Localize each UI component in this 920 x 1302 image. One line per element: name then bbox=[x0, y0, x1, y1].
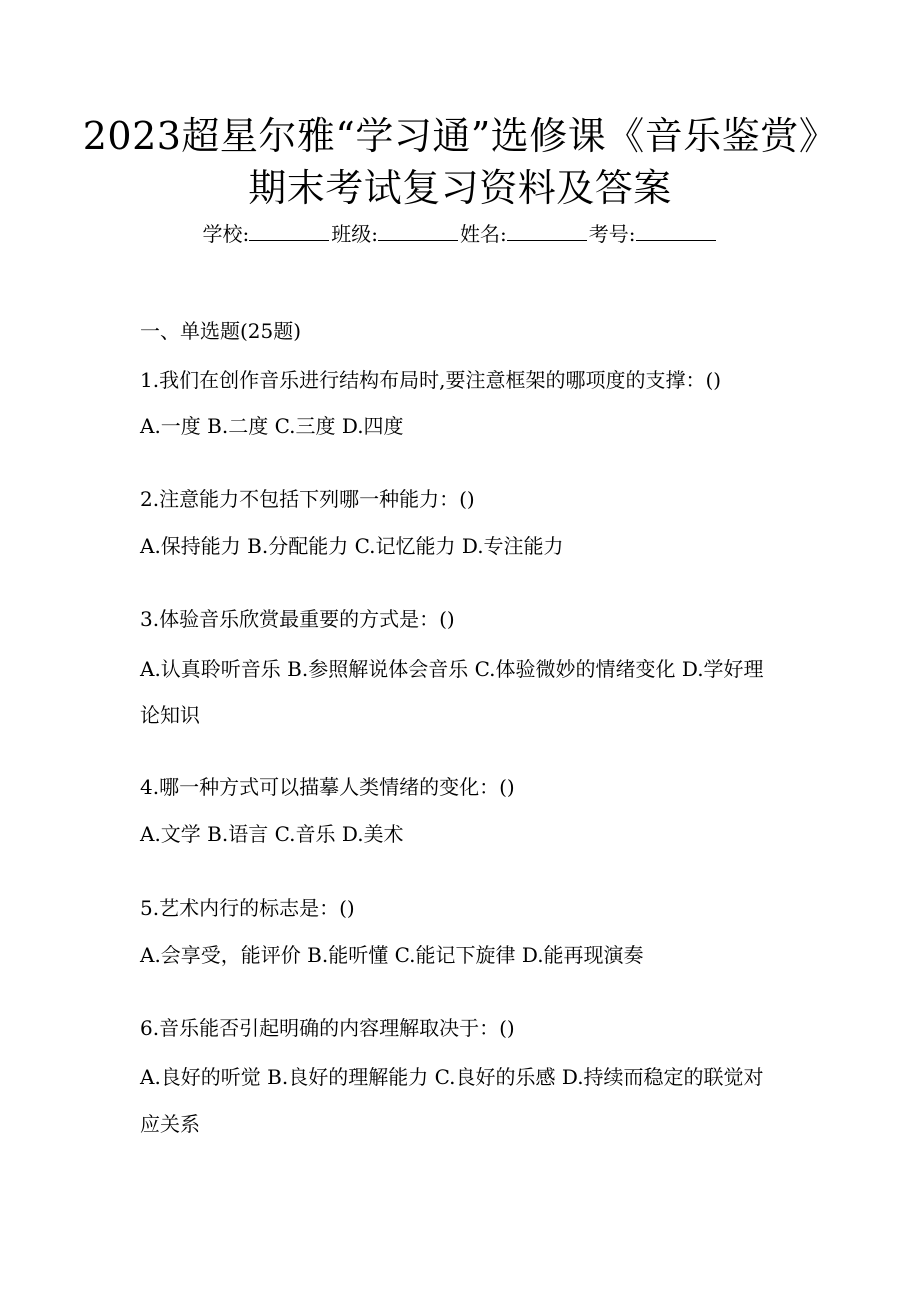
class-label: 班级: bbox=[331, 222, 378, 246]
question-3-stem: 3.体验音乐欣赏最重要的方式是：() bbox=[140, 607, 455, 631]
name-blank[interactable] bbox=[507, 220, 587, 241]
exam-number-label: 考号: bbox=[588, 222, 636, 246]
question-1-stem: 1.我们在创作音乐进行结构布局时,要注意框架的哪项度的支撑：() bbox=[140, 368, 722, 392]
question-3-options-cont: 论知识 bbox=[140, 703, 200, 727]
document-title-line-2: 期末考试复习资料及答案 bbox=[248, 166, 672, 210]
name-label: 姓名: bbox=[460, 222, 507, 246]
exam-number-blank[interactable] bbox=[636, 220, 716, 241]
class-blank[interactable] bbox=[378, 220, 458, 241]
question-4-options: A.文学 B.语言 C.音乐 D.美术 bbox=[140, 822, 404, 846]
question-6-options: A.良好的听觉 B.良好的理解能力 C.良好的乐感 D.持续而稳定的联觉对 bbox=[140, 1065, 764, 1089]
student-info-row bbox=[0, 220, 920, 248]
question-5-stem: 5.艺术内行的标志是：() bbox=[140, 896, 355, 920]
document-title-line-1: 2023超星尔雅“学习通”选修课《音乐鉴赏》 bbox=[82, 114, 838, 158]
question-2-options: A.保持能力 B.分配能力 C.记忆能力 D.专注能力 bbox=[140, 534, 564, 558]
question-1-options: A.一度 B.二度 C.三度 D.四度 bbox=[140, 414, 404, 438]
question-6-stem: 6.音乐能否引起明确的内容理解取决于：() bbox=[140, 1016, 515, 1040]
school-label: 学校: bbox=[202, 222, 250, 246]
question-4-stem: 4.哪一种方式可以描摹人类情绪的变化：() bbox=[140, 775, 515, 799]
section-heading: 一、单选题(25题) bbox=[140, 319, 302, 343]
school-blank[interactable] bbox=[249, 220, 329, 241]
question-2-stem: 2.注意能力不包括下列哪一种能力：() bbox=[140, 487, 475, 511]
question-5-options: A.会享受，能评价 B.能听懂 C.能记下旋律 D.能再现演奏 bbox=[140, 943, 644, 967]
question-3-options: A.认真聆听音乐 B.参照解说体会音乐 C.体验微妙的情绪变化 D.学好理 bbox=[140, 657, 764, 681]
question-6-options-cont: 应关系 bbox=[140, 1112, 200, 1136]
